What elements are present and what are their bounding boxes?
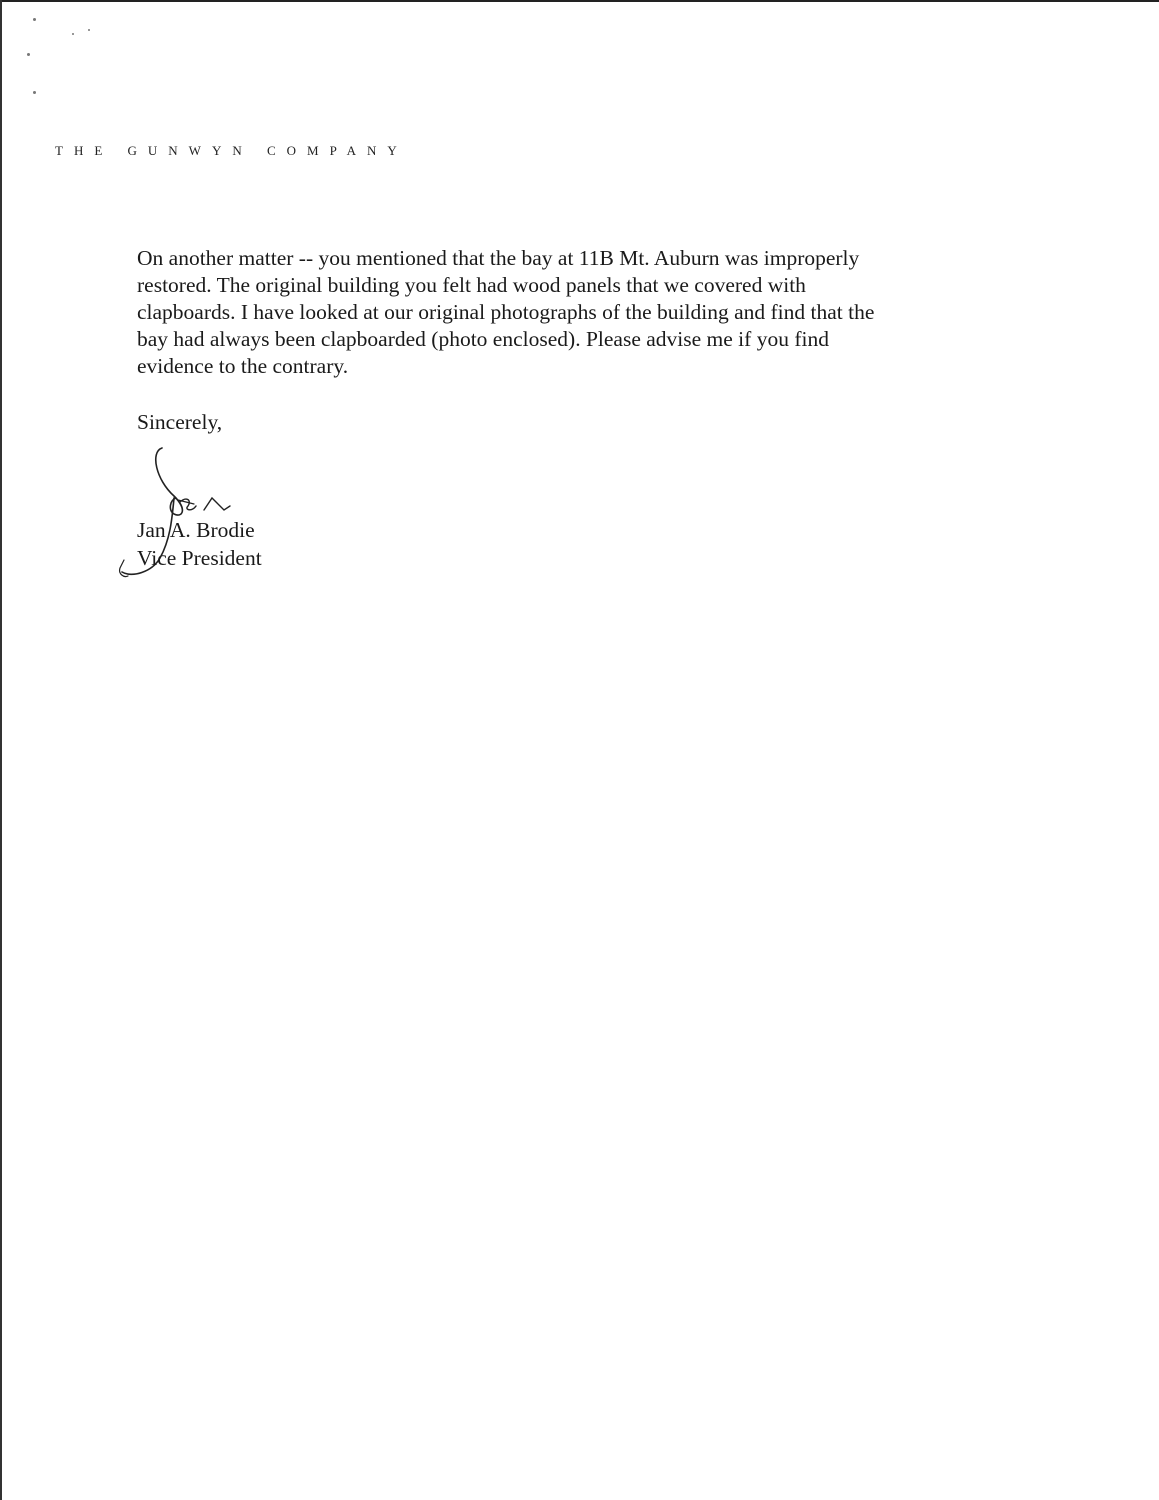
- body-line: bay had always been clapboarded (photo enclosed). Please advise me if you find: [137, 327, 829, 351]
- body-line: evidence to the contrary.: [137, 354, 349, 378]
- scan-speck: [27, 53, 30, 56]
- company-letterhead: THE GUNWYN COMPANY: [55, 143, 408, 158]
- scan-speck: [33, 91, 36, 94]
- scan-speck: [72, 33, 74, 35]
- scan-speck: [88, 29, 90, 31]
- signer-name: Jan A. Brodie: [137, 518, 255, 542]
- letter-body: [137, 245, 1037, 380]
- scan-speck: [33, 18, 36, 21]
- body-line: On another matter -- you mentioned that the bay at 11B Mt. Auburn was improperly: [137, 246, 860, 270]
- signer-title: Vice President: [137, 546, 262, 570]
- scan-left-edge: [0, 0, 2, 1500]
- body-line: restored. The original building you felt had wood panels that we covered with: [137, 273, 806, 297]
- scan-top-edge: [0, 0, 1159, 2]
- body-line: clapboards. I have looked at our original photographs of the building and find that the: [137, 300, 875, 324]
- closing-salutation: Sincerely,: [137, 410, 223, 434]
